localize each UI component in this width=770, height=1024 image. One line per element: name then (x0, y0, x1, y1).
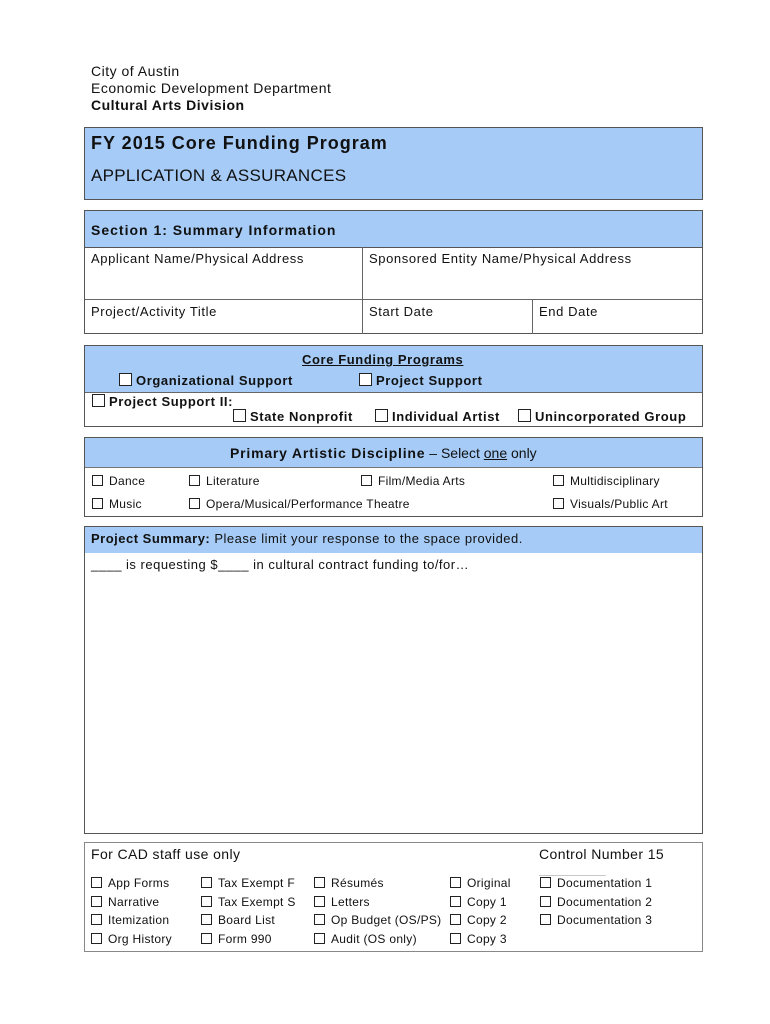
division-name: Cultural Arts Division (91, 97, 245, 113)
checkbox-icon[interactable] (553, 475, 564, 486)
cad-checklist-item[interactable]: Itemization (91, 913, 169, 927)
cad-checklist-item[interactable]: Audit (OS only) (314, 932, 417, 946)
checkbox-icon[interactable] (314, 877, 325, 888)
title-box (84, 127, 703, 200)
cad-checklist-item[interactable]: Op Budget (OS/PS) (314, 913, 441, 927)
discipline-multidisciplinary[interactable]: Multidisciplinary (553, 474, 660, 488)
section1-box (84, 210, 703, 334)
form-subtitle: APPLICATION & ASSURANCES (91, 166, 347, 185)
checkbox-icon[interactable] (553, 498, 564, 509)
organizational-support-checkbox[interactable]: Organizational Support (119, 373, 293, 388)
cad-checklist-item[interactable]: Board List (201, 913, 275, 927)
cad-checklist-item[interactable]: Form 990 (201, 932, 272, 946)
core-funding-box (84, 345, 703, 427)
individual-artist-checkbox[interactable]: Individual Artist (375, 409, 500, 424)
checkbox-icon[interactable] (450, 896, 461, 907)
start-date-field[interactable]: Start Date (369, 304, 434, 319)
checkbox-icon[interactable] (92, 498, 103, 509)
checkbox-icon[interactable] (201, 896, 212, 907)
project-title-field[interactable]: Project/Activity Title (91, 304, 217, 319)
cad-checklist-item[interactable]: Narrative (91, 895, 159, 909)
cad-checklist-item[interactable]: Copy 3 (450, 932, 507, 946)
control-number-blank[interactable]: _______________ (539, 867, 606, 876)
project-summary-textarea[interactable]: ____ is requesting $____ in cultural contract funding to/for… (91, 557, 470, 572)
checkbox-icon[interactable] (91, 914, 102, 925)
checkbox-icon[interactable] (450, 933, 461, 944)
cad-checklist-item[interactable]: Letters (314, 895, 370, 909)
project-summary-heading: Project Summary: Please limit your response to the space provided. (91, 531, 523, 546)
section1-heading: Section 1: Summary Information (91, 222, 337, 238)
checkbox-icon[interactable] (314, 896, 325, 907)
checkbox-icon[interactable] (91, 933, 102, 944)
checkbox-icon[interactable] (201, 933, 212, 944)
cad-checklist-item[interactable]: App Forms (91, 876, 169, 890)
applicant-name-field[interactable]: Applicant Name/Physical Address (91, 251, 304, 266)
cad-checklist-item[interactable]: Copy 2 (450, 913, 507, 927)
project-support-checkbox[interactable]: Project Support (359, 373, 483, 388)
cad-checklist-item[interactable]: Documentation 1 (540, 876, 652, 890)
checkbox-icon[interactable] (375, 409, 388, 422)
cad-checklist-item[interactable]: Tax Exempt S (201, 895, 296, 909)
cad-staff-box (84, 842, 703, 952)
checkbox-icon[interactable] (314, 933, 325, 944)
checkbox-icon[interactable] (314, 914, 325, 925)
state-nonprofit-checkbox[interactable]: State Nonprofit (233, 409, 353, 424)
cad-checklist-item[interactable]: Documentation 3 (540, 913, 652, 927)
discipline-visuals-public-art[interactable]: Visuals/Public Art (553, 497, 668, 511)
end-date-field[interactable]: End Date (539, 304, 599, 319)
discipline-dance[interactable]: Dance (92, 474, 145, 488)
checkbox-icon[interactable] (189, 475, 200, 486)
checkbox-icon[interactable] (92, 394, 105, 407)
cad-checklist-item[interactable]: Org History (91, 932, 172, 946)
cad-checklist-item[interactable]: Copy 1 (450, 895, 507, 909)
discipline-box (84, 437, 703, 517)
control-number-label: Control Number 15 (539, 846, 665, 862)
discipline-film-media[interactable]: Film/Media Arts (361, 474, 465, 488)
department-name: Economic Development Department (91, 80, 332, 96)
checkbox-icon[interactable] (540, 914, 551, 925)
core-funding-heading: Core Funding Programs (302, 352, 464, 367)
discipline-literature[interactable]: Literature (189, 474, 260, 488)
discipline-opera-theatre[interactable]: Opera/Musical/Performance Theatre (189, 497, 410, 511)
checkbox-icon[interactable] (119, 373, 132, 386)
checkbox-icon[interactable] (361, 475, 372, 486)
project-support-ii-checkbox[interactable]: Project Support II: (92, 394, 233, 409)
unincorporated-group-checkbox[interactable]: Unincorporated Group (518, 409, 686, 424)
discipline-music[interactable]: Music (92, 497, 142, 511)
checkbox-icon[interactable] (233, 409, 246, 422)
cad-checklist-item[interactable]: Original (450, 876, 511, 890)
checkbox-icon[interactable] (540, 896, 551, 907)
checkbox-icon[interactable] (450, 877, 461, 888)
city-name: City of Austin (91, 63, 180, 79)
checkbox-icon[interactable] (450, 914, 461, 925)
form-title: FY 2015 Core Funding Program (91, 133, 388, 153)
checkbox-icon[interactable] (359, 373, 372, 386)
checkbox-icon[interactable] (201, 914, 212, 925)
discipline-heading: Primary Artistic Discipline – Select one only (230, 445, 537, 461)
checkbox-icon[interactable] (91, 896, 102, 907)
section1-header (85, 211, 702, 248)
checkbox-icon[interactable] (91, 877, 102, 888)
sponsored-entity-field[interactable]: Sponsored Entity Name/Physical Address (369, 251, 632, 266)
checkbox-icon[interactable] (540, 877, 551, 888)
cad-checklist-item[interactable]: Résumés (314, 876, 384, 890)
checkbox-icon[interactable] (201, 877, 212, 888)
cad-checklist-item[interactable]: Documentation 2 (540, 895, 652, 909)
project-summary-box (84, 526, 703, 834)
checkbox-icon[interactable] (92, 475, 103, 486)
checkbox-icon[interactable] (518, 409, 531, 422)
checkbox-icon[interactable] (189, 498, 200, 509)
cad-staff-label: For CAD staff use only (91, 846, 241, 862)
cad-checklist-item[interactable]: Tax Exempt F (201, 876, 295, 890)
